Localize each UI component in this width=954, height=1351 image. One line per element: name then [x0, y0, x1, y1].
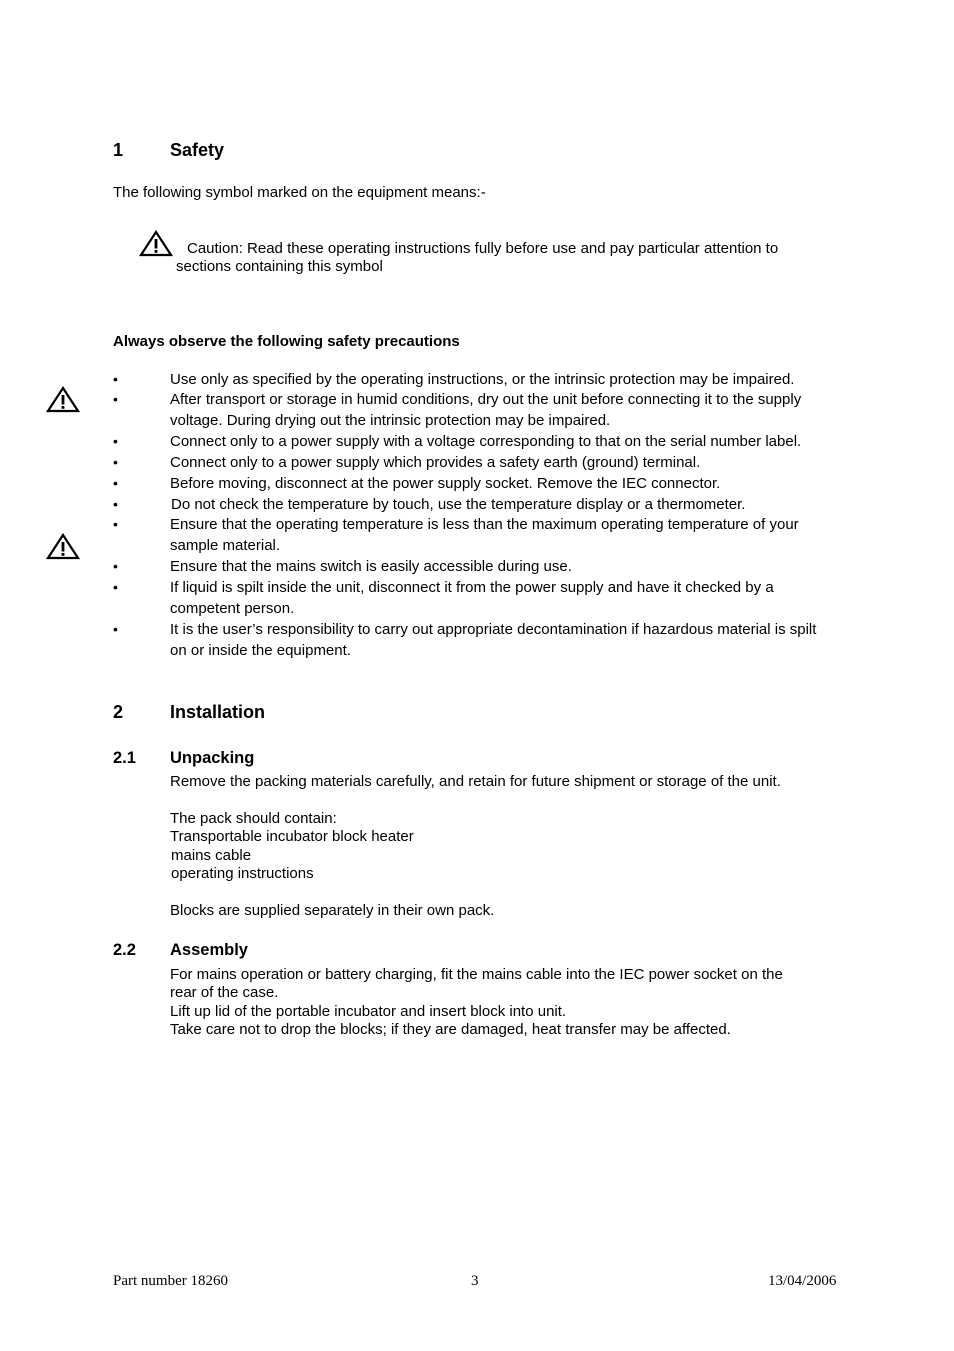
bullet-icon: • [113, 391, 118, 407]
list-item-continuation: competent person. [170, 600, 295, 617]
list-item: Connect only to a power supply with a voltage corresponding to that on the serial number label. [170, 433, 802, 450]
assembly-text: Lift up lid of the portable incubator and insert block into unit. [170, 1003, 567, 1020]
warning-triangle-icon [139, 230, 173, 257]
bullet-icon: • [113, 371, 118, 387]
pack-contents-item: mains cable [171, 847, 252, 864]
pack-contents-item: Transportable incubator block heater [170, 828, 414, 845]
blocks-note: Blocks are supplied separately in their own pack. [170, 902, 495, 919]
section-1-number: 1 [113, 140, 124, 160]
bullet-icon: • [113, 558, 118, 574]
list-item: After transport or storage in humid conditions, dry out the unit before connecting it to the supply [170, 391, 802, 408]
section-2-title: Installation [170, 702, 266, 722]
caution-text-line-2: sections containing this symbol [176, 258, 383, 275]
warning-triangle-icon [46, 386, 80, 413]
list-item: Connect only to a power supply which provides a safety earth (ground) terminal. [170, 454, 701, 471]
footer-part-number: Part number 18260 [113, 1273, 228, 1289]
bullet-icon: • [113, 454, 118, 470]
bullet-icon: • [113, 475, 118, 491]
bullet-icon: • [113, 433, 118, 449]
list-item: If liquid is spilt inside the unit, disconnect it from the power supply and have it checked by a [170, 579, 774, 596]
section-1-title: Safety [170, 140, 225, 160]
list-item: Before moving, disconnect at the power supply socket. Remove the IEC connector. [170, 475, 721, 492]
caution-text-line-1: Caution: Read these operating instructions fully before use and pay particular attention to [187, 240, 779, 257]
bullet-icon: • [113, 579, 118, 595]
assembly-text: For mains operation or battery charging, fit the mains cable into the IEC power socket on the [170, 966, 783, 983]
subsection-2-2-number: 2.2 [113, 941, 136, 959]
precautions-heading: Always observe the following safety precautions [113, 333, 460, 350]
subsection-2-2-title: Assembly [170, 941, 248, 959]
list-item-continuation: on or inside the equipment. [170, 642, 351, 659]
section-2-number: 2 [113, 702, 124, 722]
bullet-icon: • [113, 621, 118, 637]
list-item-continuation: sample material. [170, 537, 281, 554]
list-item: Do not check the temperature by touch, use the temperature display or a thermometer. [171, 496, 746, 513]
footer-page-number: 3 [471, 1273, 479, 1289]
bullet-icon: • [113, 516, 118, 532]
assembly-text: rear of the case. [170, 984, 279, 1001]
list-item: It is the user’s responsibility to carry out appropriate decontamination if hazardous material is spilt [170, 621, 817, 638]
assembly-text: Take care not to drop the blocks; if they are damaged, heat transfer may be affected. [170, 1021, 731, 1038]
subsection-2-1-title: Unpacking [170, 749, 255, 767]
unpacking-text: Remove the packing materials carefully, and retain for future shipment or storage of the unit. [170, 773, 781, 790]
list-item: Use only as specified by the operating instructions, or the intrinsic protection may be impaired. [170, 371, 795, 388]
section-1-intro: The following symbol marked on the equipment means:- [113, 184, 486, 201]
subsection-2-1-number: 2.1 [113, 749, 136, 767]
bullet-icon: • [113, 496, 118, 512]
list-item: Ensure that the operating temperature is less than the maximum operating temperature of your [170, 516, 799, 533]
list-item: Ensure that the mains switch is easily accessible during use. [170, 558, 572, 575]
pack-contents-heading: The pack should contain: [170, 810, 337, 827]
footer-date: 13/04/2006 [768, 1273, 837, 1289]
warning-triangle-icon [46, 533, 80, 560]
pack-contents-item: operating instructions [171, 865, 314, 882]
list-item-continuation: voltage. During drying out the intrinsic protection may be impaired. [170, 412, 611, 429]
